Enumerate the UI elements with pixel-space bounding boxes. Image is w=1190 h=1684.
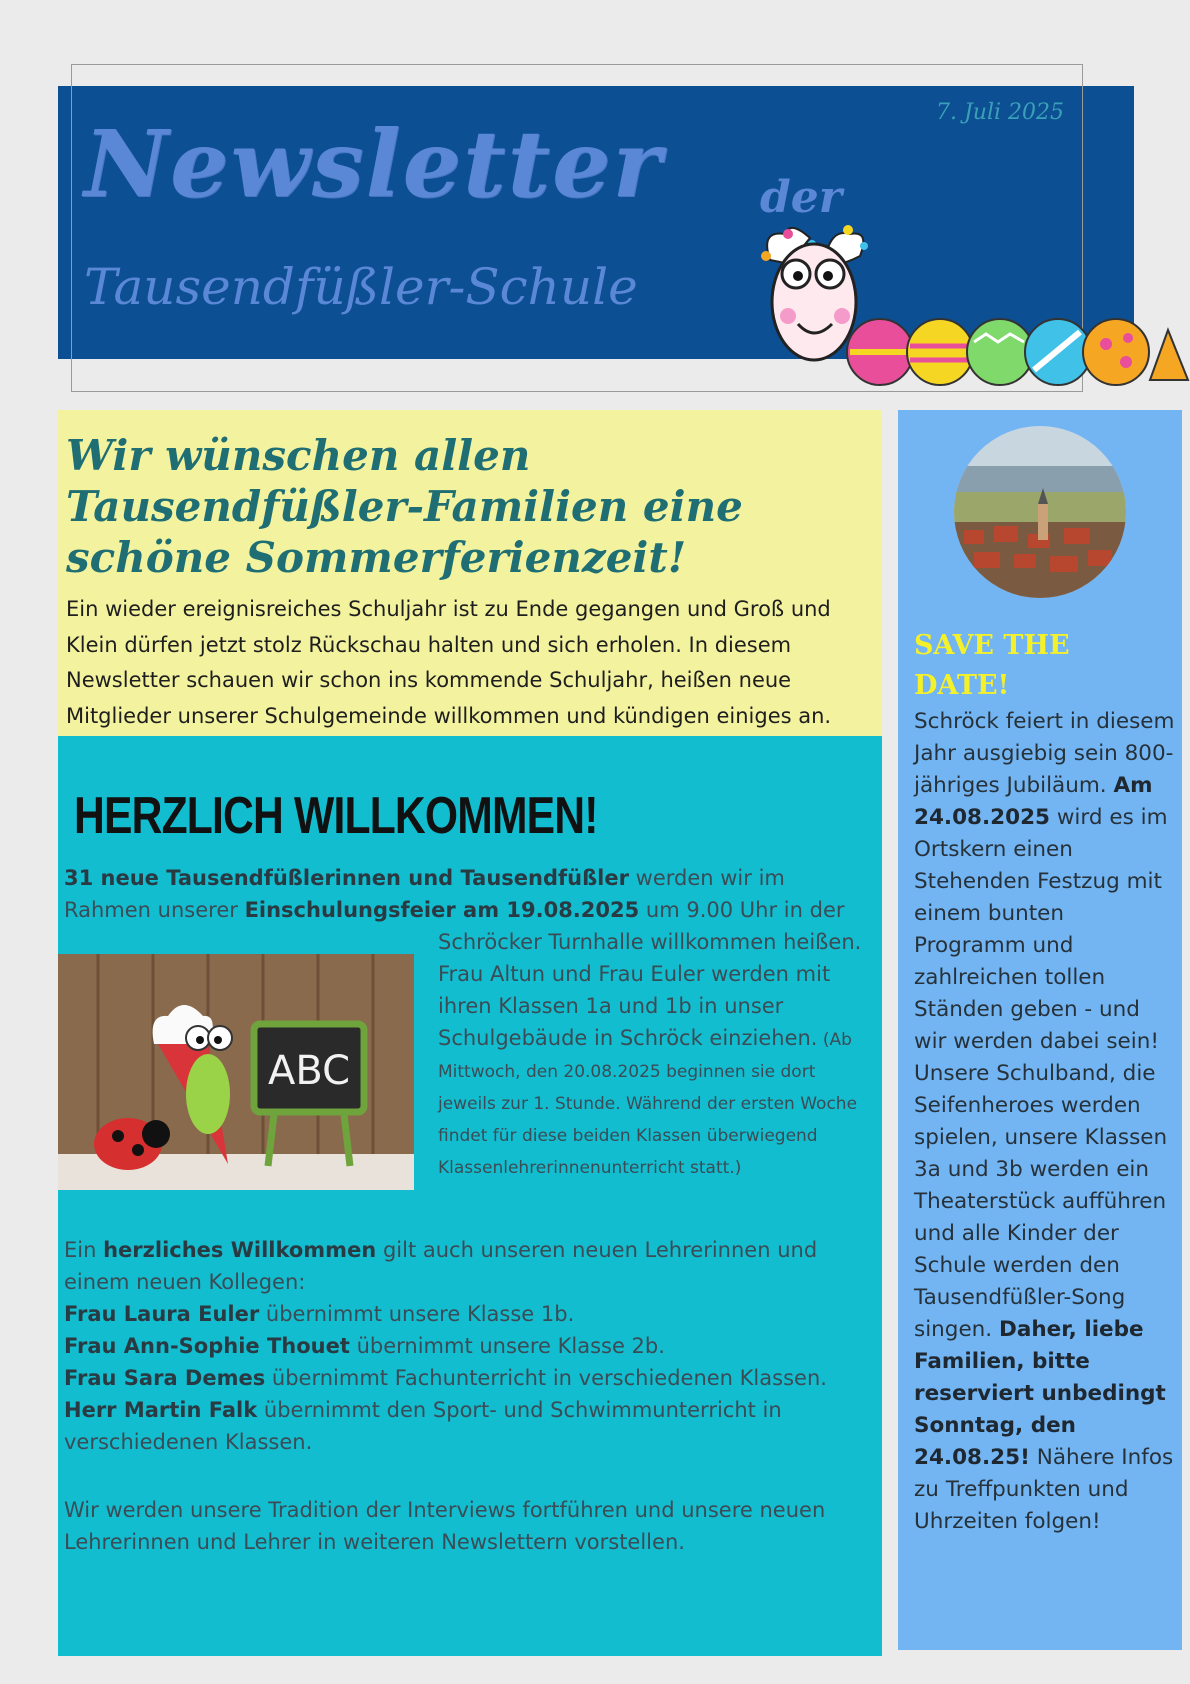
intro-text-2: um 9.00 Uhr in der [639,898,845,922]
greeting-text: Ein wieder ereignisreiches Schuljahr ist zu Ende gegangen und Groß und Klein dürfen jetzt stolz Rückschau halten und sich erholen. In diesem Newsletter schauen wir schon ins kommende Schuljahr, heißen neue Mitglieder unserer Schulgemeinde willkommen und kündigen einiges an. [66,597,832,728]
newsletter-date: 7. Juli 2025 [936,100,1065,125]
teacher-name: Frau Ann-Sophie Thouet [64,1334,350,1358]
enrollment-date: Einschulungsfeier am 19.08.2025 [244,898,640,922]
save-the-date-text [914,706,1176,1538]
school-start-photo [58,954,414,1190]
millipede-mascot-illustration [730,220,1190,400]
jubilee-date: Am 24.08.2025 [914,773,1153,830]
greeting-section [58,410,882,736]
sidebar-text-2: wird es im Ortskern einen Stehenden Festzug mit einem bunten Programm und zahlreichen tollen Ständen geben - und wir werden dabei sein! Unsere Schulband, die Seifenheroes werden spielen, unsere Klassen 3a und 3b werden ein Theaterstück aufführen und alle Kinder der Schule werden den Tausendfüßler-Song singen. [914,805,1168,1342]
chalkboard-text: ABC [267,1048,351,1094]
school-name: Tausendfüßler-Schule [84,258,638,316]
details-note: (Ab Mittwoch, den 20.08.2025 beginnen sie dort jeweils zur 1. Stunde. Während der ersten Woche findet für diese beiden Klassen überwiegend Klassenlehrerinnenunterricht statt.) [438,1030,858,1178]
teachers-intro-2: gilt auch unseren neuen Lehrerinnen und einem neuen Kollegen: [64,1238,818,1294]
greeting-heading: Wir wünschen allen Tausendfüßler-Familien eine schöne Sommerferienzeit! [66,431,743,582]
details-text: Schröcker Turnhalle willkommen heißen. Frau Altun und Frau Euler werden mit ihren Klassen 1a und 1b in unser Schulgebäude in Schröck einziehen. [438,930,862,1050]
new-teachers-paragraph [64,1234,874,1458]
interviews-paragraph: Wir werden unsere Tradition der Interviews fortführen und unsere neuen Lehrerinnen und Lehrer in weiteren Newslettern vorstellen. [64,1498,826,1554]
teachers-intro-1: Ein [64,1238,104,1262]
teachers-intro-bold: herzliches Willkommen [103,1238,377,1262]
new-students-count: 31 neue Tausendfüßlerinnen und Tausendfüßler [64,866,629,890]
sidebar-text-1: Schröck feiert in diesem Jahr ausgiebig sein 800-jähriges Jubiläum. [914,709,1175,798]
reserve-date-note: Daher, liebe Familien, bitte reserviert unbedingt Sonntag, den 24.08.25! [914,1317,1166,1470]
welcome-section [58,736,882,1656]
teacher-role: übernimmt unsere Klasse 1b. [259,1302,575,1326]
welcome-heading: HERZLICH WILLKOMMEN! [74,787,598,845]
teacher-role: übernimmt den Sport- und Schwimmunterricht in verschiedenen Klassen. [64,1398,782,1454]
save-the-date-title: SAVE THE DATE! [914,630,1070,701]
teacher-role: übernimmt Fachunterricht in verschiedenen Klassen. [265,1366,827,1390]
welcome-intro [64,862,874,926]
teacher-name: Frau Laura Euler [64,1302,260,1326]
newsletter-title-der: der [760,172,842,223]
teacher-name: Frau Sara Demes [64,1366,266,1390]
save-the-date-sidebar [898,410,1182,1650]
village-photo [954,426,1126,598]
intro-text-1: werden wir im Rahmen unserer [64,866,785,922]
newsletter-title: Newsletter [84,110,664,218]
teacher-name: Herr Martin Falk [64,1398,258,1422]
welcome-details [438,926,868,1182]
teacher-role: übernimmt unsere Klasse 2b. [349,1334,665,1358]
sidebar-text-3: Nähere Infos zu Treffpunkten und Uhrzeiten folgen! [914,1445,1174,1534]
